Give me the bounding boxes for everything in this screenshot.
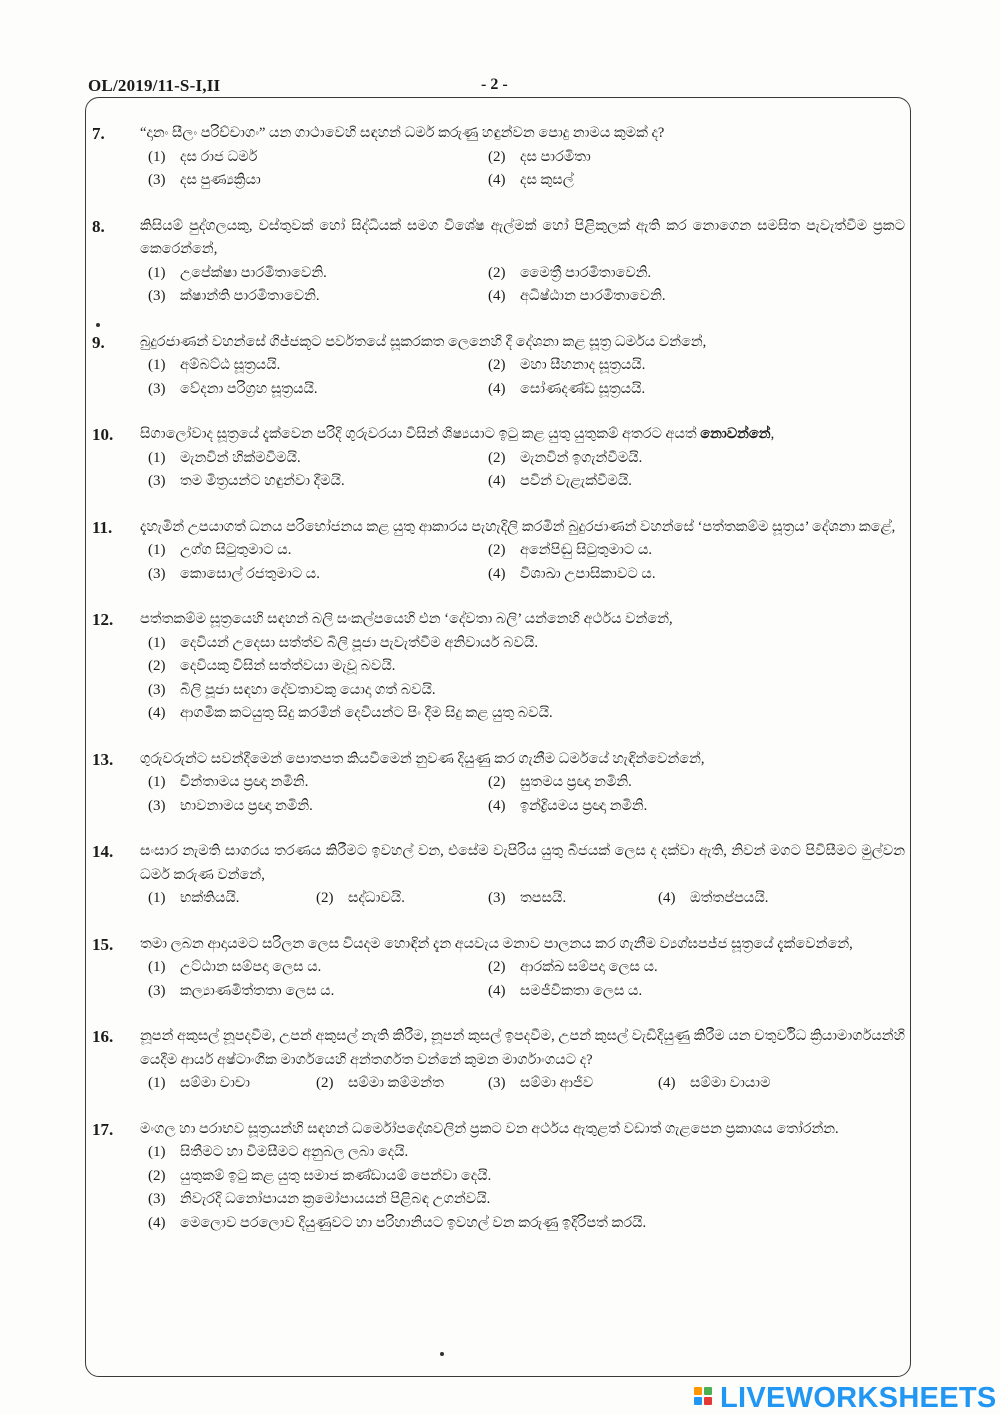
option-number: (1)	[148, 634, 166, 651]
option-text: සද්ධාවයි.	[348, 890, 405, 906]
option-4	[488, 169, 905, 193]
question-text: දැහැමින් උපයාගත් ධනය පරිභෝජනය කළ යුතු ආකාරය පැහැදිලි කරමින් බුදුරජාණන් වහන්සේ ‘පත්තකම්ම සූත්‍රය’ දේශනා කළේ,	[140, 518, 896, 535]
question-text: ගුරුවරුන්ට සවන්දීමෙන් පොතපත කියවීමෙන් නුවණ දියුණු කර ගැනීම ධර්මයේ හැඳින්වෙන්නේ,	[140, 750, 705, 767]
option-4	[148, 1212, 905, 1236]
option-text: චින්තාමය ප්‍රඥා නමිනි.	[180, 774, 309, 790]
option-text: මෙලොව පරලොව දියුණුවට හා පරිහානියට ඉවහල් වන කරුණු ඉදිරිපත් කරයි.	[180, 1214, 647, 1231]
option-4	[488, 470, 905, 494]
option-text: භාවනාමය ප්‍රඥා නමිනි.	[180, 797, 313, 814]
option-2	[148, 1165, 905, 1189]
question-17	[90, 1118, 905, 1236]
option-text: දෙවියකු විසින් සත්ත්වයා මැවූ බවයි.	[180, 658, 396, 674]
option-number: (1)	[148, 148, 166, 165]
option-number: (4)	[488, 982, 506, 999]
option-4	[488, 795, 905, 819]
option-text: උපේක්ෂා පාරමිතාවෙනි.	[180, 264, 327, 281]
option-number: (2)	[488, 357, 506, 373]
option-1	[148, 354, 488, 378]
question-7	[90, 122, 905, 193]
option-number: (1)	[148, 264, 166, 281]
option-2	[488, 447, 905, 471]
option-3	[148, 563, 488, 587]
option-number: (2)	[488, 774, 506, 790]
option-number: (2)	[148, 1167, 166, 1184]
option-text: සමජීවිකතා ලෙස ය.	[520, 982, 643, 999]
question-number: 8.	[92, 216, 105, 236]
option-2	[488, 539, 905, 563]
option-number: (1)	[148, 357, 166, 373]
option-number: (3)	[148, 172, 166, 188]
option-text: සිතීමට හා විමසීමට අනුබල ලබා දෙයි.	[180, 1144, 409, 1160]
option-1	[148, 262, 488, 286]
question-text-emphasis: නොවන්නේ	[700, 426, 771, 442]
option-number: (3)	[148, 473, 166, 489]
liveworksheets-logo[interactable]	[694, 1381, 997, 1414]
option-3	[148, 378, 488, 402]
question-text: පත්තකම්ම සූත්‍රයෙහි සඳහන් බලි සංකල්පයෙහි එන ‘දේවතා බලි’ යන්නෙහි අර්ථය වන්නේ,	[140, 611, 673, 627]
question-number: 14.	[92, 842, 114, 861]
question-text: නූපන් අකුසල් නූපදවීම, උපන් අකුසල් නැති කිරීම, නූපන් කුසල් ඉපදවීම, උපන් කුසල් වැඩිදියුණු කිරීම යන චතුර්විධ ක්‍රියාමාර්ගයන්හි යෙදීම ආර්ය අෂ්ටාංගික මාර්ගයෙහි අන්තර්ගත වන්නේ කුමන මාර්ගාංගයට ද?	[140, 1028, 905, 1068]
option-text: මහා සීහනාද සූත්‍රයයි.	[520, 357, 646, 373]
option-number: (3)	[488, 1075, 506, 1091]
option-4	[658, 1072, 905, 1096]
question-number: 13.	[92, 749, 114, 769]
option-1	[148, 887, 316, 911]
option-number: (4)	[488, 473, 506, 489]
option-text: කොසොල් රජතුමාට ය.	[180, 565, 320, 582]
question-text: තමා ලබන ආදායමට සරිලන ලෙස වියදම හොඳින් දැන අයවැය මනාව පාලනය කර ගැනීම ව්‍යග්ඝපජ්ජ සූත්‍රයේ දැක්වෙන්නේ,	[140, 935, 853, 952]
option-number: (1)	[148, 890, 166, 906]
question-text: මංගල හා පරාභව සූත්‍රයන්හි සඳහන් ධර්මෝපදේශවලින් ප්‍රකට වන අර්ථය ඇතුළත් වඩාත් ගැළපෙන ප්‍රකාශය තෝරන්න.	[140, 1120, 839, 1137]
question-text: බුදුරජාණන් වහන්සේ ගිජ්ජකූට පර්වතයේ සූකරකත ලෙනෙහි දී දේශනා කළ සූත්‍ර ධර්මය වන්නේ,	[140, 333, 707, 350]
option-number: (1)	[148, 774, 166, 790]
option-4	[488, 285, 905, 309]
option-4	[488, 980, 905, 1004]
option-text: පවින් වැළැක්වීමයි.	[520, 473, 632, 489]
question-14	[90, 840, 905, 911]
option-1	[148, 539, 488, 563]
question-list	[90, 122, 905, 1257]
question-number: 15.	[92, 934, 114, 954]
option-number: (4)	[488, 797, 506, 814]
question-16	[90, 1025, 905, 1096]
logo-text: LIVEWORKSHEETS	[720, 1381, 997, 1414]
option-number: (4)	[488, 380, 506, 397]
option-text: අනේපිඬු සිටුතුමාට ය.	[520, 542, 652, 558]
option-3	[488, 1072, 658, 1096]
scan-speck	[440, 1352, 444, 1356]
option-1	[148, 447, 488, 471]
option-1	[148, 1072, 316, 1096]
option-text: අම්බට්ඨ සූත්‍රයයි.	[180, 357, 281, 373]
option-text: ආරක්ඛ සම්පදා ලෙස ය.	[520, 959, 658, 975]
question-11	[90, 516, 905, 587]
option-number: (2)	[316, 1075, 334, 1091]
option-number: (1)	[148, 1144, 166, 1160]
question-text: සංසාර නැමති සාගරය තරණය කිරීමට ඉවහල් වන, එසේම වැපිරිය යුතු බීජයක් ලෙස ද දක්වා ඇති, නිවන් මගට පිවිසීමට මුල්වන ධර්ම කරුණ වන්නේ,	[140, 843, 905, 883]
question-number: 17.	[92, 1119, 114, 1139]
option-1	[148, 1141, 905, 1165]
option-text: ආගමික කටයුතු සිදු කරමින් දෙවියන්ට පිං දීම සිදු කළ යුතු බවයි.	[180, 705, 553, 721]
option-4	[148, 702, 905, 726]
option-text: සෝණදණ්ඩ සූත්‍රයයි.	[520, 380, 646, 397]
option-2	[488, 956, 905, 980]
option-2	[488, 262, 905, 286]
option-1	[148, 956, 488, 980]
option-number: (3)	[148, 380, 166, 397]
option-number: (1)	[148, 449, 166, 466]
option-text: සම්මා වාචා	[180, 1075, 251, 1091]
option-number: (3)	[148, 797, 166, 814]
option-text: දස කුසල්	[520, 172, 574, 188]
option-text: ඉන්ද්‍රියමය ප්‍රඥා නමිනි.	[520, 797, 648, 814]
question-number: 10.	[92, 425, 114, 444]
question-number: 12.	[92, 610, 114, 629]
option-number: (4)	[658, 890, 676, 906]
question-9	[90, 331, 905, 402]
option-number: (2)	[316, 890, 334, 906]
option-text: දස පාරමිතා	[520, 148, 591, 165]
option-text: කල්‍යාණමිත්තතා ලෙස ය.	[180, 982, 335, 999]
option-1	[148, 632, 905, 656]
option-2	[488, 146, 905, 170]
option-text: මැනවින් හික්මවීමයි.	[180, 449, 301, 466]
option-text: සම්මා වායාම	[690, 1075, 771, 1091]
option-text: නිවැරදි ධනෝපායන ක්‍රමෝපායයන් පිළිබඳ උගන්වයි.	[180, 1191, 491, 1207]
question-text-end: ,	[770, 426, 775, 442]
liveworksheets-icon	[694, 1387, 714, 1409]
option-4	[658, 887, 905, 911]
option-2	[488, 354, 905, 378]
option-text: අධිෂ්ඨාන පාරමිතාවෙනි.	[520, 288, 666, 304]
option-2	[488, 771, 905, 795]
page-number: - 2 -	[481, 76, 508, 93]
option-number: (1)	[148, 959, 166, 975]
question-number: 9.	[92, 332, 105, 352]
option-3	[148, 795, 488, 819]
option-number: (3)	[148, 1191, 166, 1207]
option-2	[316, 887, 488, 911]
option-number: (2)	[488, 264, 506, 281]
option-text: මෛත්‍රී පාරමිතාවෙනි.	[520, 264, 652, 281]
option-number: (2)	[488, 542, 506, 558]
option-text: භක්තියයි.	[180, 890, 240, 906]
option-text: වේදනා පරිග්‍රහ සූත්‍රයයි.	[180, 380, 318, 397]
option-text: තපසයි.	[520, 890, 567, 906]
option-number: (1)	[148, 542, 166, 558]
option-3	[148, 1188, 905, 1212]
question-13	[90, 748, 905, 819]
option-number: (4)	[488, 288, 506, 304]
question-number: 7.	[92, 124, 105, 143]
question-text-main: සිගාලෝවාද සූත්‍රයේ දැක්වෙන පරිදි ගුරුවරයා විසින් ශිෂ්‍යයාට ඉටු කළ යුතු යුතුකම් අතරට අයත්	[140, 426, 701, 442]
question-number: 11.	[92, 517, 113, 537]
option-number: (4)	[658, 1075, 676, 1091]
option-number: (1)	[148, 1075, 166, 1091]
option-text: දස රාජ ධර්ම	[180, 148, 258, 165]
option-3	[488, 887, 658, 911]
option-3	[148, 470, 488, 494]
question-10	[90, 423, 905, 494]
question-text: කිසියම් පුද්ගලයකු, වස්තුවක් හෝ සිද්ධියක් සමග විශේෂ ඇල්මක් හෝ පිළිකුලක් ඇති කර නොගෙන සමසිත පැවැත්වීම ප්‍රකට කෙරෙන්නේ,	[140, 217, 905, 257]
option-number: (2)	[488, 959, 506, 975]
option-4	[488, 563, 905, 587]
question-8	[90, 215, 905, 309]
question-12	[90, 608, 905, 726]
paper-code: OL/2019/11-S-I,II	[88, 76, 221, 95]
question-text	[140, 423, 905, 447]
option-number: (4)	[148, 705, 166, 721]
option-text: උට්ඨාන සම්පදා ලෙස ය.	[180, 959, 322, 975]
option-text: සුතමය ප්‍රඥා නමිනි.	[520, 774, 632, 790]
option-2	[148, 655, 905, 679]
option-1	[148, 146, 488, 170]
option-number: (3)	[148, 982, 166, 999]
option-number: (3)	[148, 565, 166, 582]
option-text: දස පුණ්‍යක්‍රියා	[180, 172, 261, 188]
option-number: (3)	[488, 890, 506, 906]
option-number: (2)	[488, 449, 506, 466]
option-text: උග්ග සිටුතුමාට ය.	[180, 542, 292, 558]
option-number: (4)	[488, 565, 506, 582]
option-number: (2)	[148, 658, 166, 674]
option-4	[488, 378, 905, 402]
question-15	[90, 933, 905, 1004]
question-number: 16.	[92, 1027, 114, 1046]
option-text: ඔත්තප්පයයි.	[690, 890, 769, 906]
option-text: යුතුකම් ඉටු කළ යුතු සමාජ කණ්ඩායම් පෙන්වා දෙයි.	[180, 1167, 492, 1184]
option-text: දෙවියන් උදෙසා සත්ත්ව බිලි පූජා පැවැත්වීම අනිවාර්ය බවයි.	[180, 634, 539, 651]
option-number: (4)	[488, 172, 506, 188]
option-text: සම්මා කම්මන්ත	[348, 1075, 444, 1091]
option-text: සම්මා ආජීව	[520, 1075, 594, 1091]
option-number: (3)	[148, 288, 166, 304]
option-text: තම මිත්‍රයන්ට හඳුන්වා දීමයි.	[180, 473, 345, 489]
option-text: බිලි පූජා සඳහා දේවතාවකු යොදා ගත් බවයි.	[180, 681, 436, 698]
option-3	[148, 679, 905, 703]
option-3	[148, 169, 488, 193]
option-text: විශාඛා උපාසිකාවට ය.	[520, 565, 656, 582]
option-text: මැනවින් ඉගැන්වීමයි.	[520, 449, 643, 466]
question-text: “දානං සීලං පරිච්චාගං” යන ගාථාවෙහි සඳහන් ධර්ම කරුණු හඳුන්වන පොදු නාමය කුමක් ද?	[140, 125, 665, 141]
option-1	[148, 771, 488, 795]
option-3	[148, 285, 488, 309]
option-2	[316, 1072, 488, 1096]
option-text: ක්ෂාන්ති පාරමිතාවෙනි.	[180, 288, 320, 304]
option-number: (3)	[148, 681, 166, 698]
option-3	[148, 980, 488, 1004]
option-number: (4)	[148, 1214, 166, 1231]
option-number: (2)	[488, 148, 506, 165]
